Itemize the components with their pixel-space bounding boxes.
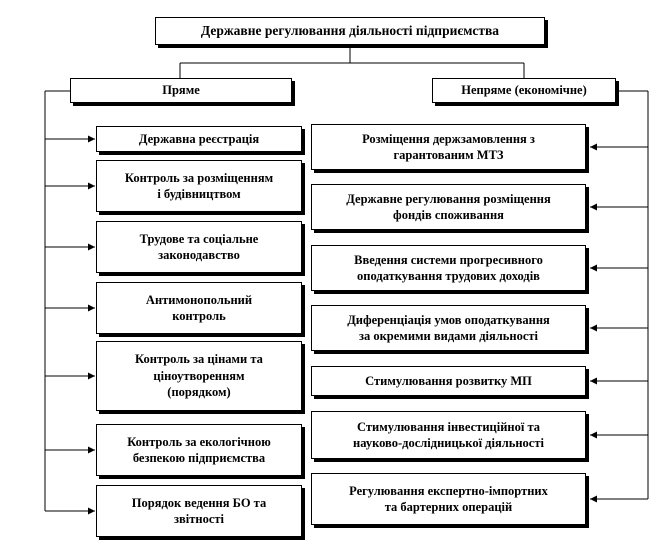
indirect-arrow-2 [590,204,597,211]
branch-direct-item-6: Контроль за екологічною безпекою підприємства [96,424,302,476]
branch-direct-header: Пряме [70,78,292,103]
indirect-arrow-4 [590,325,597,332]
direct-arrow-3 [88,244,95,251]
branch-indirect-item-6: Стимулювання інвестиційної та науково-дослідницької діяльності [311,411,586,459]
diagram-title: Державне регулювання діяльності підприємства [155,17,545,45]
branch-direct-item-4: Антимонопольний контроль [96,282,302,334]
indirect-arrow-6 [590,432,597,439]
branch-indirect-item-5: Стимулювання розвитку МП [311,366,586,396]
indirect-arrow-3 [590,265,597,272]
branch-direct-item-2: Контроль за розміщенням і будівництвом [96,160,302,212]
branch-direct-item-7: Порядок ведення БО та звітності [96,485,302,537]
branch-indirect-item-4: Диференціація умов оподаткування за окремими видами діяльності [311,305,586,351]
branch-direct-item-3: Трудове та соціальне законодавство [96,221,302,273]
branch-direct-item-5: Контроль за цінами та ціноутворенням (порядком) [96,341,302,411]
direct-arrow-2 [88,183,95,190]
branch-indirect-item-3: Введення системи прогресивного оподаткування трудових доходів [311,245,586,291]
indirect-arrow-7 [590,496,597,503]
branch-indirect-item-2: Державне регулювання розміщення фондів споживання [311,184,586,230]
branch-indirect-header: Непряме (економічне) [432,78,616,103]
indirect-arrow-1 [590,144,597,151]
direct-arrow-5 [88,373,95,380]
indirect-arrow-5 [590,378,597,385]
direct-arrow-1 [88,136,95,143]
direct-arrow-4 [88,305,95,312]
direct-arrow-7 [88,508,95,515]
branch-indirect-item-1: Розміщення держзамовлення з гарантованим МТЗ [311,124,586,170]
branch-direct-item-1: Державна реєстрація [96,126,302,152]
direct-arrow-6 [88,447,95,454]
branch-indirect-item-7: Регулювання експертно-імпортних та бартерних операцій [311,473,586,525]
